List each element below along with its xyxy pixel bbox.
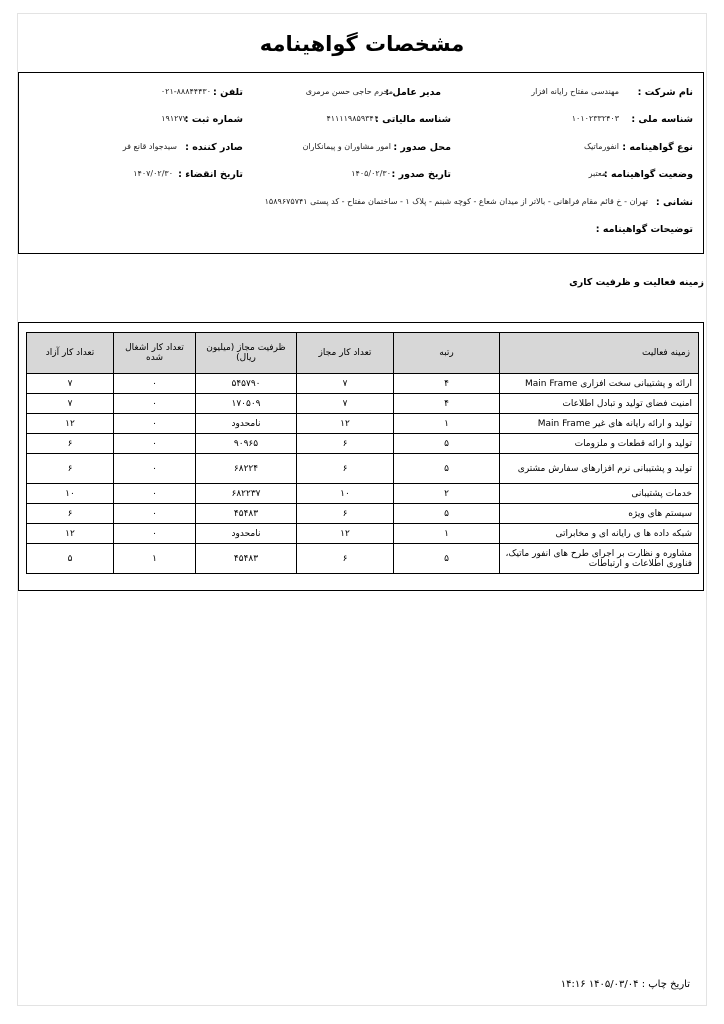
- cell-free: ۱۲: [27, 524, 114, 544]
- page-title: مشخصات گواهینامه: [259, 32, 465, 56]
- cell-rank: ۵: [394, 544, 500, 574]
- cell-activity: خدمات پشتیبانی: [500, 484, 699, 504]
- cell-rank: ۱: [394, 414, 500, 434]
- cell-occupied: ۰: [114, 484, 196, 504]
- address-value: تهران - خ قائم مقام فراهانی - بالاتر از میدان شعاع - کوچه شبنم - پلاک ۱ - ساختمان مفتاح - کد پستی ۱۵۸۹۶۷۵۷۴۱: [264, 197, 648, 206]
- table-row: [27, 524, 699, 544]
- issuer-label: صادر کننده :: [185, 142, 243, 153]
- cell-activity: مشاوره و نظارت بر اجرای طرح های انفور ماتیک، فناوری اطلاعات و ارتباطات: [500, 544, 699, 574]
- cell-free: ۵: [27, 544, 114, 574]
- cell-allowed: ۷: [297, 374, 394, 394]
- cell-free: ۶: [27, 434, 114, 454]
- header-occupied: تعداد کار اشغال شده: [114, 333, 196, 374]
- issuer-value: سیدجواد قانع فر: [122, 142, 177, 151]
- reg-no-label: شماره ثبت :: [184, 114, 243, 125]
- national-id-label: شناسه ملی :: [631, 114, 693, 125]
- issue-place-value: امور مشاوران و پیمانکاران: [302, 142, 391, 151]
- header-allowed-jobs: تعداد کار مجاز: [297, 333, 394, 374]
- ceo-label: مدیر عامل :: [385, 87, 441, 98]
- cell-occupied: ۰: [114, 414, 196, 434]
- cell-occupied: ۰: [114, 454, 196, 484]
- reg-no-value: ۱۹۱۲۷۷: [161, 114, 187, 123]
- cell-occupied: ۰: [114, 504, 196, 524]
- company-name-label: نام شرکت :: [637, 87, 693, 98]
- tax-id-value: ۴۱۱۱۱۹۸۵۹۳۴۱: [326, 114, 378, 123]
- issue-date-label: تاریخ صدور :: [391, 169, 451, 180]
- info-row-5: [19, 197, 703, 211]
- cell-rank: ۴: [394, 374, 500, 394]
- cell-rank: ۵: [394, 504, 500, 524]
- cell-capacity: ۴۵۴۸۳: [196, 544, 297, 574]
- national-id-value: ۱۰۱۰۲۳۳۲۴۰۳: [571, 114, 619, 123]
- cell-allowed: ۶: [297, 454, 394, 484]
- cell-allowed: ۱۲: [297, 524, 394, 544]
- phone-value: ۰۲۱-۸۸۸۴۴۴۳۰: [160, 87, 211, 96]
- print-date-label: تاریخ چاپ :: [641, 979, 690, 990]
- cell-capacity: ۶۸۲۲۴: [196, 454, 297, 484]
- section-title: زمینه فعالیت و ظرفیت کاری: [569, 277, 704, 288]
- cell-allowed: ۶: [297, 504, 394, 524]
- header-capacity: ظرفیت مجاز (میلیون ریال): [196, 333, 297, 374]
- ceo-value: محرم حاجی حسن مرمری: [305, 87, 393, 96]
- phone-label: تلفن :: [213, 87, 243, 98]
- tax-id-label: شناسه مالیاتی :: [375, 114, 451, 125]
- print-date-value: ۱۴۰۵/۰۳/۰۴ ۱۴:۱۶: [560, 979, 639, 990]
- cell-capacity: نامحدود: [196, 524, 297, 544]
- header-rank: رتبه: [394, 333, 500, 374]
- table-row: [27, 544, 699, 574]
- table-row: [27, 414, 699, 434]
- company-name-value: مهندسی مفتاح رایانه افزار: [531, 87, 619, 96]
- table-header-row: [27, 333, 699, 374]
- certificate-info-box: [18, 72, 704, 254]
- cell-free: ۶: [27, 454, 114, 484]
- cell-rank: ۴: [394, 394, 500, 414]
- table-row: [27, 504, 699, 524]
- cell-free: ۷: [27, 394, 114, 414]
- cell-activity: شبکه داده ها ی رایانه ای و مخابراتی: [500, 524, 699, 544]
- cert-type-value: انفورماتیک: [583, 142, 619, 151]
- activity-table: [26, 332, 699, 574]
- cell-capacity: ۴۵۴۸۳: [196, 504, 297, 524]
- header-activity: زمینه فعالیت: [500, 333, 699, 374]
- cell-activity: تولید و ارائه رایانه های غیر Main Frame: [500, 414, 699, 434]
- table-row: [27, 434, 699, 454]
- cell-occupied: ۰: [114, 394, 196, 414]
- cell-capacity: ۱۷۰۵۰۹: [196, 394, 297, 414]
- cell-capacity: ۵۴۵۷۹۰: [196, 374, 297, 394]
- cell-allowed: ۶: [297, 544, 394, 574]
- cell-occupied: ۰: [114, 524, 196, 544]
- cell-occupied: ۰: [114, 374, 196, 394]
- table-row: [27, 374, 699, 394]
- cell-rank: ۱: [394, 524, 500, 544]
- cell-allowed: ۱۲: [297, 414, 394, 434]
- address-label: نشانی :: [655, 197, 693, 208]
- cell-occupied: ۰: [114, 434, 196, 454]
- activity-table-frame: [18, 322, 704, 591]
- cell-activity: تولید و پشتیبانی نرم افزارهای سفارش مشتری: [500, 454, 699, 484]
- cell-free: ۱۲: [27, 414, 114, 434]
- cell-allowed: ۶: [297, 434, 394, 454]
- cell-activity: تولید و ارائه قطعات و ملزومات: [500, 434, 699, 454]
- info-row-4: [19, 169, 703, 183]
- cell-rank: ۵: [394, 434, 500, 454]
- cell-free: ۶: [27, 504, 114, 524]
- info-row-3: [19, 142, 703, 156]
- status-value: معتبر: [588, 169, 606, 178]
- cell-rank: ۵: [394, 454, 500, 484]
- cell-activity: امنیت فضای تولید و تبادل اطلاعات: [500, 394, 699, 414]
- cell-free: ۷: [27, 374, 114, 394]
- cell-occupied: ۱: [114, 544, 196, 574]
- info-row-2: [19, 114, 703, 128]
- cell-allowed: ۱۰: [297, 484, 394, 504]
- table-row: [27, 484, 699, 504]
- expiry-date-label: تاریخ انقضاء :: [178, 169, 243, 180]
- table-row: [27, 454, 699, 484]
- print-date: [561, 979, 690, 990]
- info-row-6: [19, 224, 703, 238]
- table-row: [27, 394, 699, 414]
- cell-capacity: ۶۸۲۲۳۷: [196, 484, 297, 504]
- cell-activity: ارائه و پشتیبانی سخت افزاری Main Frame: [500, 374, 699, 394]
- status-label: وضعیت گواهینامه :: [603, 169, 693, 180]
- notes-label: توضیحات گواهینامه :: [595, 224, 693, 235]
- cell-activity: سیستم های ویژه: [500, 504, 699, 524]
- cell-capacity: نامحدود: [196, 414, 297, 434]
- cell-allowed: ۷: [297, 394, 394, 414]
- info-row-1: [19, 87, 703, 101]
- header-free: تعداد کار آزاد: [27, 333, 114, 374]
- expiry-date-value: ۱۴۰۷/۰۲/۳۰: [133, 169, 173, 178]
- cell-capacity: ۹۰۹۶۵: [196, 434, 297, 454]
- cell-rank: ۲: [394, 484, 500, 504]
- issue-date-value: ۱۴۰۵/۰۲/۳۰: [351, 169, 391, 178]
- cert-type-label: نوع گواهینامه :: [622, 142, 693, 153]
- issue-place-label: محل صدور :: [393, 142, 451, 153]
- cell-free: ۱۰: [27, 484, 114, 504]
